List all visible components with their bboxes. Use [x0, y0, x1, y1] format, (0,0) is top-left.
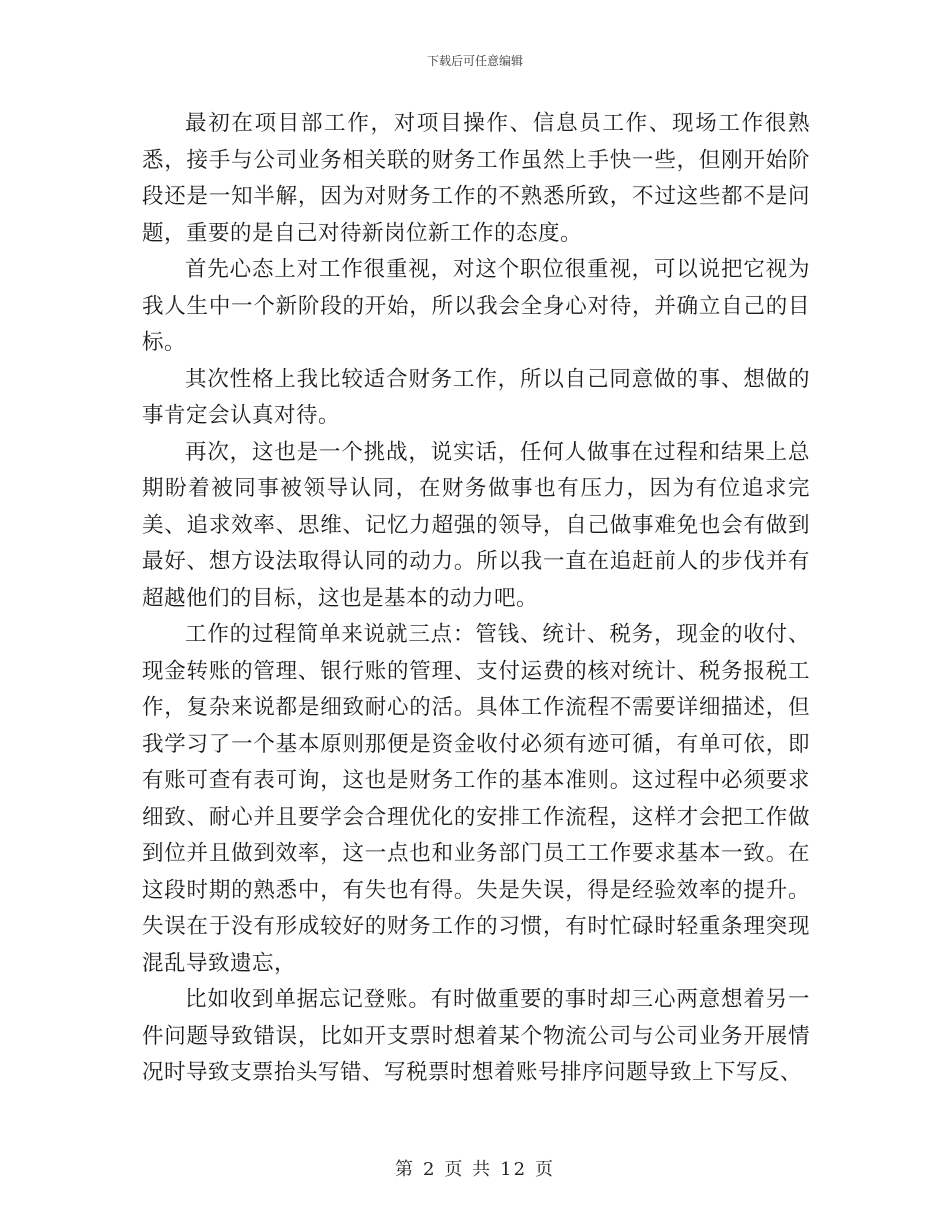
document-body: [142, 106, 810, 1092]
footer-suffix: 页: [535, 1159, 556, 1180]
paragraph: 工作的过程简单来说就三点：管钱、统计、税务，现金的收付、现金转账的管理、银行账的管理、支付运费的核对统计、税务报税工作，复杂来说都是细致耐心的活。具体工作流程不需要详细描述，但我学习了一个基本原则那便是资金收付必须有迹可循，有单可依，即有账可查有表可询，这也是财务工作的基本准则。这过程中必须要求细致、耐心并且要学会合理优化的安排工作流程，这样才会把工作做到位并且做到效率，这一点也和业务部门员工工作要求基本一致。在这段时期的熟悉中，有失也有得。失是失误，得是经验效率的提升。失误在于没有形成较好的财务工作的习惯，有时忙碌时轻重条理突现混乱导致遗忘，: [142, 622, 810, 976]
page-number: 2: [422, 1159, 437, 1180]
page-header: 下载后可任意编辑: [426, 54, 523, 68]
paragraph: 最初在项目部工作，对项目操作、信息员工作、现场工作很熟悉，接手与公司业务相关联的财务工作虽然上手快一些，但刚开始阶段还是一知半解，因为对财务工作的不熟悉所致，不过这些都不是问题，重要的是自己对待新岗位新工作的态度。: [142, 111, 810, 246]
paragraph: 再次，这也是一个挑战，说实话，任何人做事在过程和结果上总期盼着被同事被领导认同，在财务做事也有压力，因为有位追求完美、追求效率、思维、记忆力超强的领导，自己做事难免也会有做到最好、想方设法取得认同的动力。所以我一直在追赶前人的步伐并有超越他们的目标，这也是基本的动力吧。: [142, 439, 810, 611]
paragraph: 首先心态上对工作很重视，对这个职位很重视，可以说把它视为我人生中一个新阶段的开始，所以我会全身心对待，并确立自己的目标。: [142, 257, 810, 355]
page-footer: [0, 1155, 950, 1181]
footer-prefix: 第: [394, 1159, 415, 1180]
footer-middle: 页 共: [444, 1159, 493, 1180]
page-total: 12: [500, 1159, 528, 1180]
paragraph: 其次性格上我比较适合财务工作，所以自己同意做的事、想做的事肯定会认真对待。: [142, 366, 810, 428]
paragraph: 比如收到单据忘记登账。有时做重要的事时却三心两意想着另一件问题导致错误，比如开支票时想着某个物流公司与公司业务开展情况时导致支票抬头写错、写税票时想着账号排序问题导致上下写反、: [142, 987, 810, 1085]
